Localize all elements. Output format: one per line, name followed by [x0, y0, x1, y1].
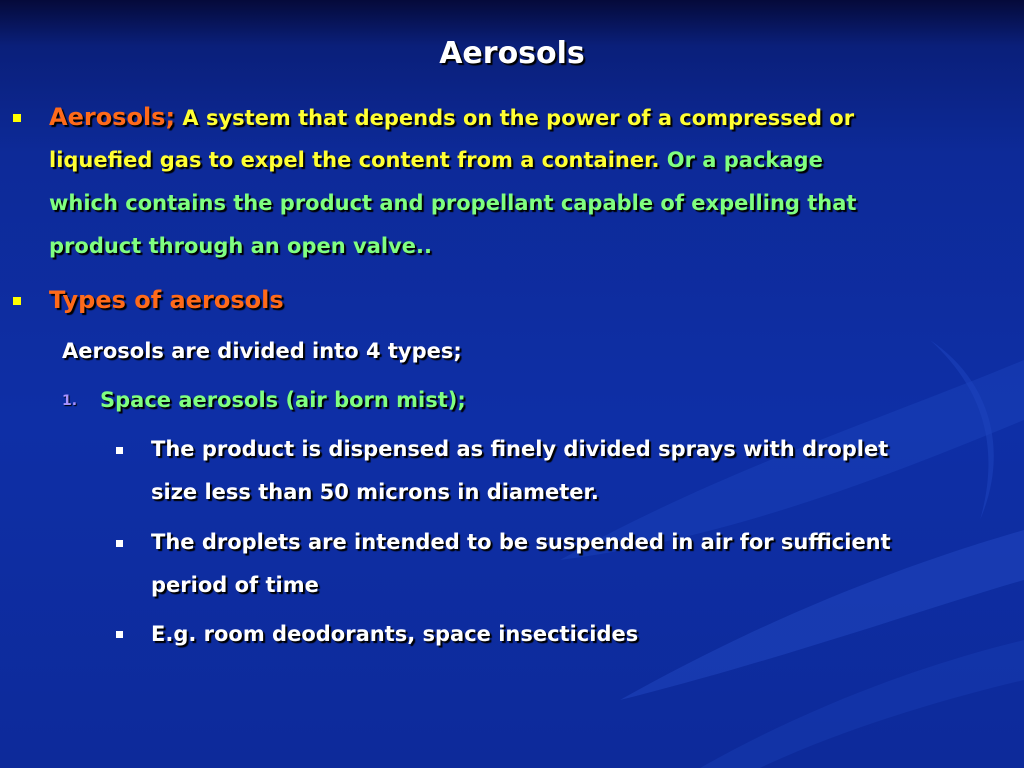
alternate-definition-part-1: Or a package	[666, 148, 823, 172]
item-title: Space aerosols (air born mist);	[100, 388, 466, 412]
types-intro: Aerosols are divided into 4 types;	[62, 339, 462, 363]
bullet-square-icon	[13, 297, 21, 305]
sub-bullet-square-icon	[116, 540, 123, 547]
definition-text-part-2: liquefied gas to expel the content from a container.	[49, 148, 660, 172]
slide-title: Aerosols	[439, 36, 585, 71]
bullet-square-icon	[13, 114, 21, 122]
definition-line-4: product through an open valve..	[49, 234, 432, 258]
definition-line-2	[49, 139, 823, 182]
sub-bullet-2-line-1: The droplets are intended to be suspended in air for sufficient	[151, 530, 891, 554]
sub-bullet-1-line-2: size less than 50 microns in diameter.	[151, 480, 599, 504]
sub-bullet-3: E.g. room deodorants, space insecticides	[151, 622, 639, 646]
types-heading: Types of aerosols	[49, 286, 284, 314]
sub-bullet-square-icon	[116, 447, 123, 454]
definition-term: Aerosols;	[49, 103, 176, 131]
sub-bullet-2-line-2: period of time	[151, 573, 319, 597]
list-number: 1.	[62, 393, 78, 409]
definition-line-1	[49, 96, 854, 140]
definition-text-part-1: A system that depends on the power of a compressed or	[182, 106, 855, 130]
sub-bullet-square-icon	[116, 631, 123, 638]
definition-line-3: which contains the product and propellant capable of expelling that	[49, 191, 857, 215]
sub-bullet-1-line-1: The product is dispensed as finely divided sprays with droplet	[151, 437, 889, 461]
